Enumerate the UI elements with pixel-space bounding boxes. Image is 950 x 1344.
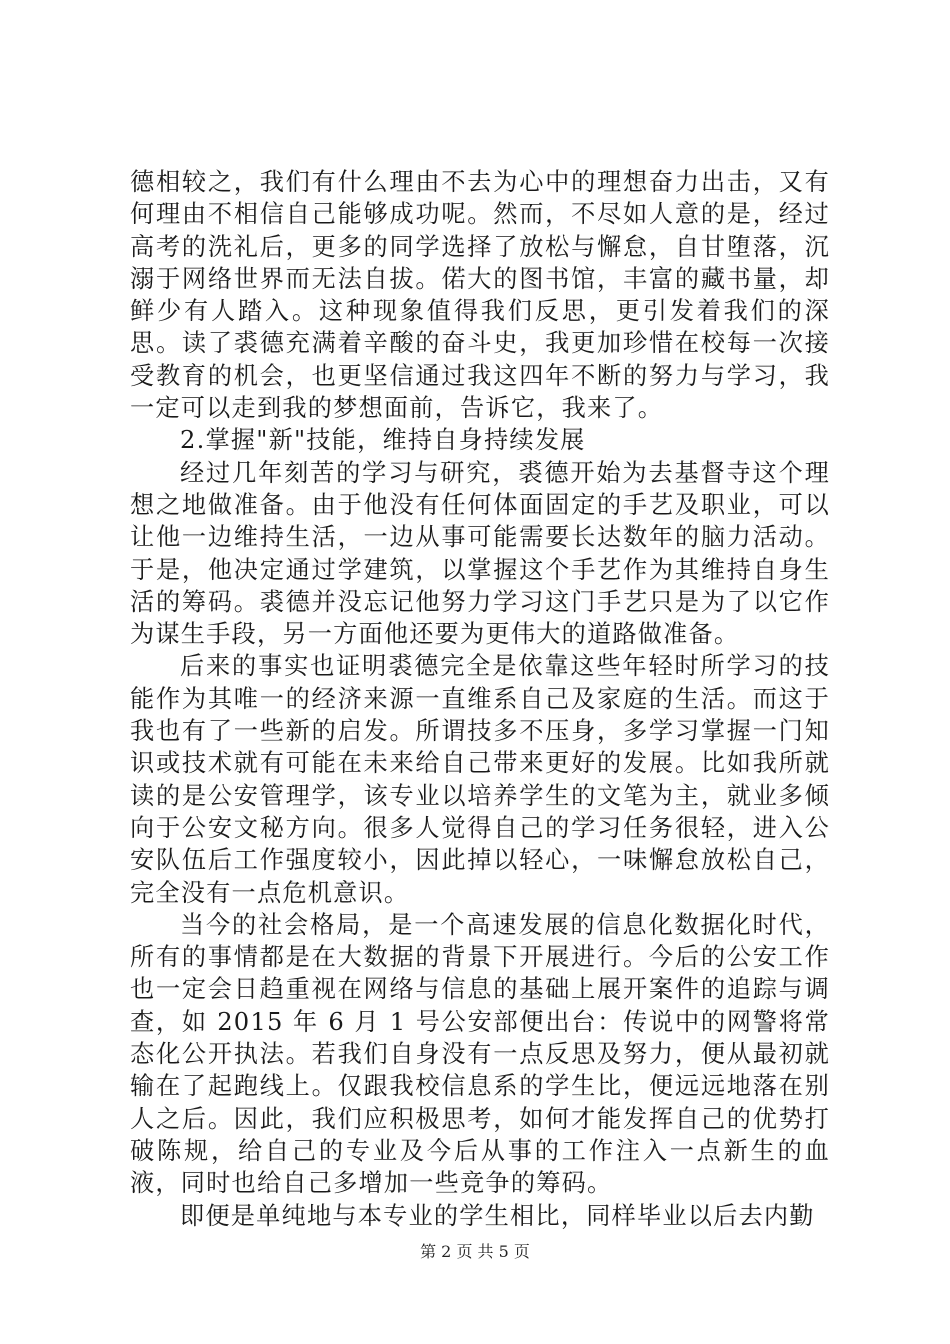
page-number-footer: 第 2 页 共 5 页 bbox=[420, 1242, 530, 1261]
paragraph-truncated: 即便是单纯地与本专业的学生相比，同样毕业以后去内勤 bbox=[180, 1201, 815, 1230]
paragraph: 后来的事实也证明裘德完全是依靠这些年轻时所学习的技能作为其唯一的经济来源一直维系自己及家庭的生活。而这于我也有了一些新的启发。所谓技多不压身，多学习掌握一门知识或技术就有可能在未来给自己带来更好的发展。比如我所就读的是公安管理学，该专业以培养学生的文笔为主，就业多倾向于公安文秘方向。很多人觉得自己的学习任务很轻，进入公安队伍后工作强度较小，因此掉以轻心，一味懈怠放松自己，完全没有一点危机意识。 bbox=[130, 652, 830, 907]
paragraph-continued: 德相较之，我们有什么理由不去为心中的理想奋力出击，又有何理由不相信自己能够成功呢。然而，不尽如人意的是，经过高考的洗礼后，更多的同学选择了放松与懈怠，自甘堕落，沉溺于网络世界而无法自拔。偌大的图书馆，丰富的藏书量，却鲜少有人踏入。这种现象值得我们反思，更引发着我们的深思。读了裘德充满着辛酸的奋斗史，我更加珍惜在校每一次接受教育的机会，也更坚信通过我这四年不断的努力与学习，我一定可以走到我的梦想面前，告诉它，我来了。 bbox=[130, 168, 830, 423]
paragraph: 经过几年刻苦的学习与研究，裘德开始为去基督寺这个理想之地做准备。由于他没有任何体面固定的手艺及职业，可以让他一边维持生活，一边从事可能需要长达数年的脑力活动。于是，他决定通过学建筑，以掌握这个手艺作为其维持自身生活的筹码。裘德并没忘记他努力学习这门手艺只是为了以它作为谋生手段，另一方面他还要为更伟大的道路做准备。 bbox=[130, 458, 830, 649]
paragraph: 当今的社会格局，是一个高速发展的信息化数据化时代，所有的事情都是在大数据的背景下开展进行。今后的公安工作也一定会日趋重视在网络与信息的基础上展开案件的追踪与调查，如 2015 年 6 月 1 号公安部便出台：传说中的网警将常态化公开执法。若我们自身没有一点反思及努力，便从最初就输在了起跑线上。仅跟我校信息系的学生比，便远远地落在别人之后。因此，我们应积极思考，如何才能发挥自己的优势打破陈规，给自己的专业及今后从事的工作注入一点新生的血液，同时也给自己多增加一些竞争的筹码。 bbox=[130, 910, 830, 1198]
section-heading: 2.掌握"新"技能，维持自身持续发展 bbox=[180, 426, 586, 455]
document-body bbox=[130, 166, 830, 1232]
